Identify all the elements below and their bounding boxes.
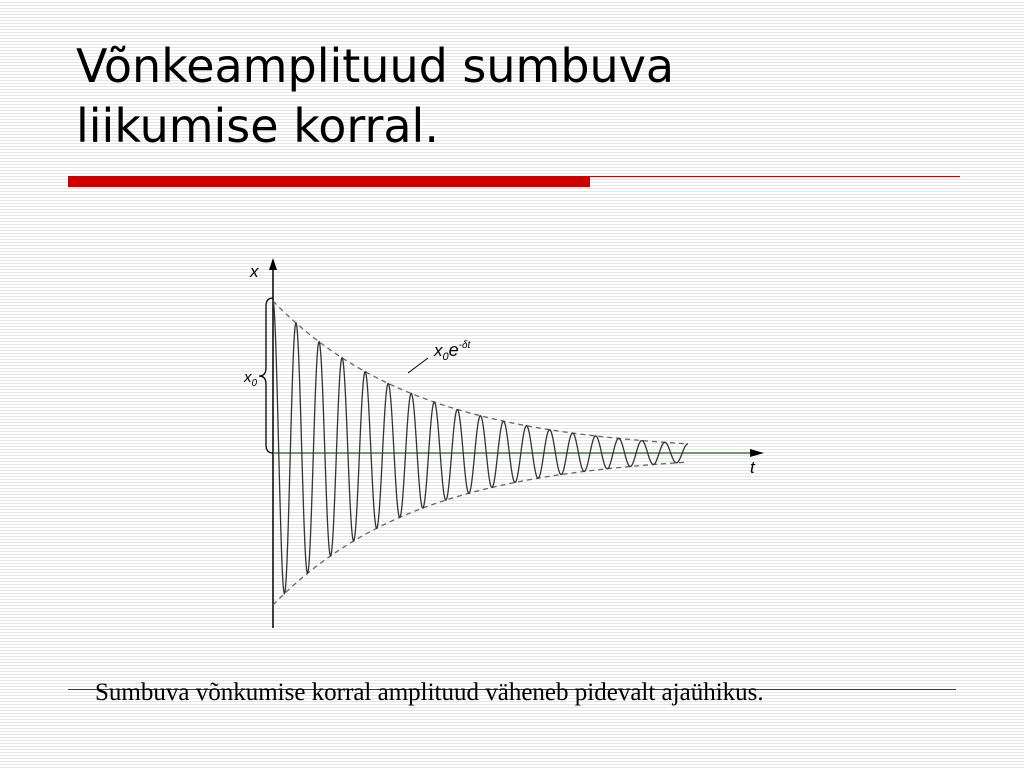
envelope-label-leader	[408, 358, 428, 373]
y-axis-label: x	[250, 262, 259, 281]
amplitude-brace	[259, 298, 273, 453]
t-axis-arrowhead	[750, 449, 764, 457]
damped-oscillation-diagram	[230, 250, 790, 640]
envelope-upper	[273, 301, 688, 444]
amplitude-label: $x_0$	[244, 369, 258, 389]
t-axis-label: t	[750, 458, 755, 477]
title-underline-thin	[590, 176, 960, 177]
caption-text: Sumbuva võnkumise korral amplituud väheneb pidevalt ajaühikus.	[95, 679, 764, 706]
title-line-1: Võnkeamplituud sumbuva	[76, 39, 675, 93]
y-axis-arrowhead	[269, 258, 277, 270]
slide-title	[76, 36, 674, 156]
title-underline-accent	[68, 176, 590, 187]
oscillation-curve	[273, 301, 688, 594]
envelope-label: $x_0e^{-\delta t}$	[434, 340, 471, 363]
title-line-2: liikumise korral.	[76, 99, 439, 153]
